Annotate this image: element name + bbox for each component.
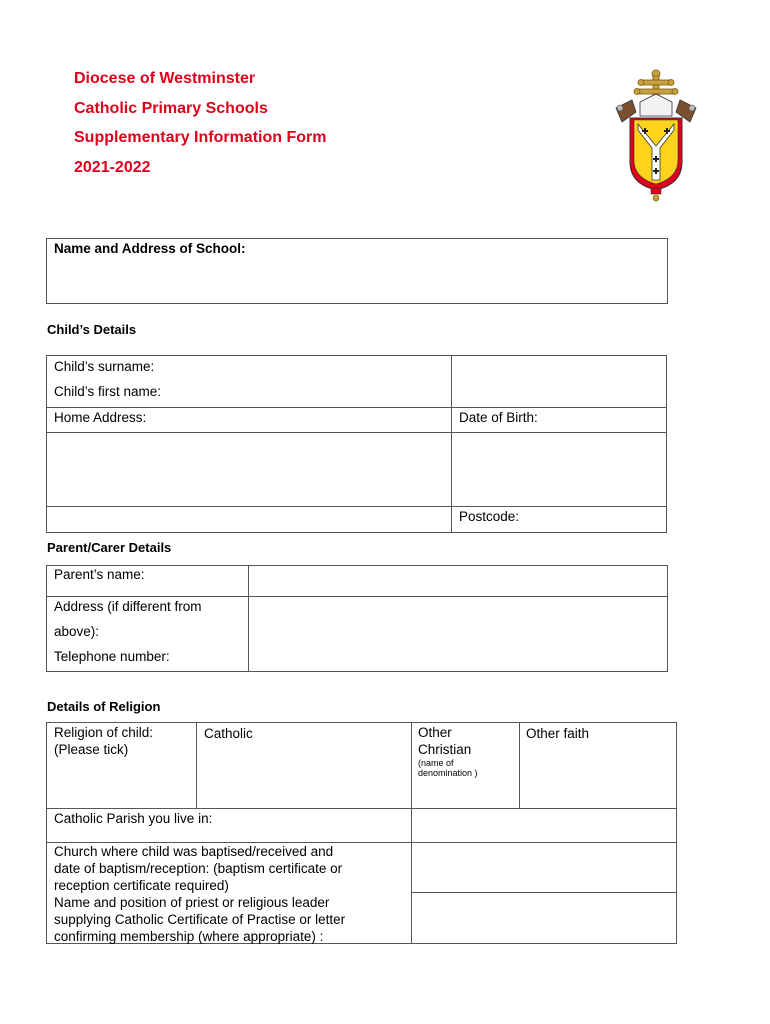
other-faith-option[interactable]: Other faith bbox=[526, 726, 590, 741]
church-label-3: reception certificate required) bbox=[54, 878, 229, 893]
other-christian-option-line2[interactable]: Christian bbox=[418, 742, 472, 757]
parish-label: Catholic Parish you live in: bbox=[54, 811, 213, 826]
priest-label-1: Name and position of priest or religious leader bbox=[54, 895, 330, 910]
priest-label-2: supplying Catholic Certificate of Practise or letter bbox=[54, 912, 346, 927]
parent-address-label: Address (if different from bbox=[54, 599, 202, 614]
denomination-hint: (name of bbox=[418, 758, 454, 768]
diocese-crest-icon bbox=[610, 66, 702, 206]
title-year: 2021-2022 bbox=[74, 159, 151, 176]
child-name-field[interactable] bbox=[452, 356, 666, 406]
church-field[interactable] bbox=[412, 843, 676, 891]
parent-address-label-cont: above): bbox=[54, 624, 100, 639]
parent-name-label: Parent’s name: bbox=[54, 567, 145, 582]
parent-address-telephone-field[interactable] bbox=[249, 597, 667, 671]
parish-field[interactable] bbox=[412, 809, 676, 841]
religion-label: Religion of child: bbox=[54, 725, 154, 740]
home-address-field[interactable] bbox=[47, 433, 450, 505]
denomination-hint-line2: denomination ) bbox=[418, 768, 478, 778]
child-first-name-label: Child’s first name: bbox=[54, 384, 162, 399]
please-tick-label: (Please tick) bbox=[54, 742, 129, 757]
priest-field[interactable] bbox=[412, 893, 676, 943]
telephone-label: Telephone number: bbox=[54, 649, 170, 664]
church-label-2: date of baptism/reception: (baptism certificate or bbox=[54, 861, 343, 876]
title-diocese: Diocese of Westminster bbox=[74, 70, 256, 87]
other-christian-option[interactable]: Other bbox=[418, 725, 452, 740]
child-details-heading: Child’s Details bbox=[47, 322, 137, 337]
religion-heading: Details of Religion bbox=[47, 699, 161, 714]
title-form: Supplementary Information Form bbox=[74, 129, 327, 146]
postcode-label: Postcode: bbox=[459, 509, 520, 524]
church-label-1: Church where child was baptised/received and bbox=[54, 844, 334, 859]
school-label: Name and Address of School: bbox=[54, 241, 246, 256]
parent-details-heading: Parent/Carer Details bbox=[47, 540, 172, 555]
dob-field[interactable] bbox=[452, 433, 666, 505]
home-address-label: Home Address: bbox=[54, 410, 147, 425]
child-surname-label: Child’s surname: bbox=[54, 359, 155, 374]
parent-name-field[interactable] bbox=[249, 566, 667, 595]
catholic-option[interactable]: Catholic bbox=[204, 726, 253, 741]
dob-label: Date of Birth: bbox=[459, 410, 538, 425]
priest-label-3: confirming membership (where appropriate) : bbox=[54, 929, 324, 944]
title-schools: Catholic Primary Schools bbox=[74, 100, 268, 117]
